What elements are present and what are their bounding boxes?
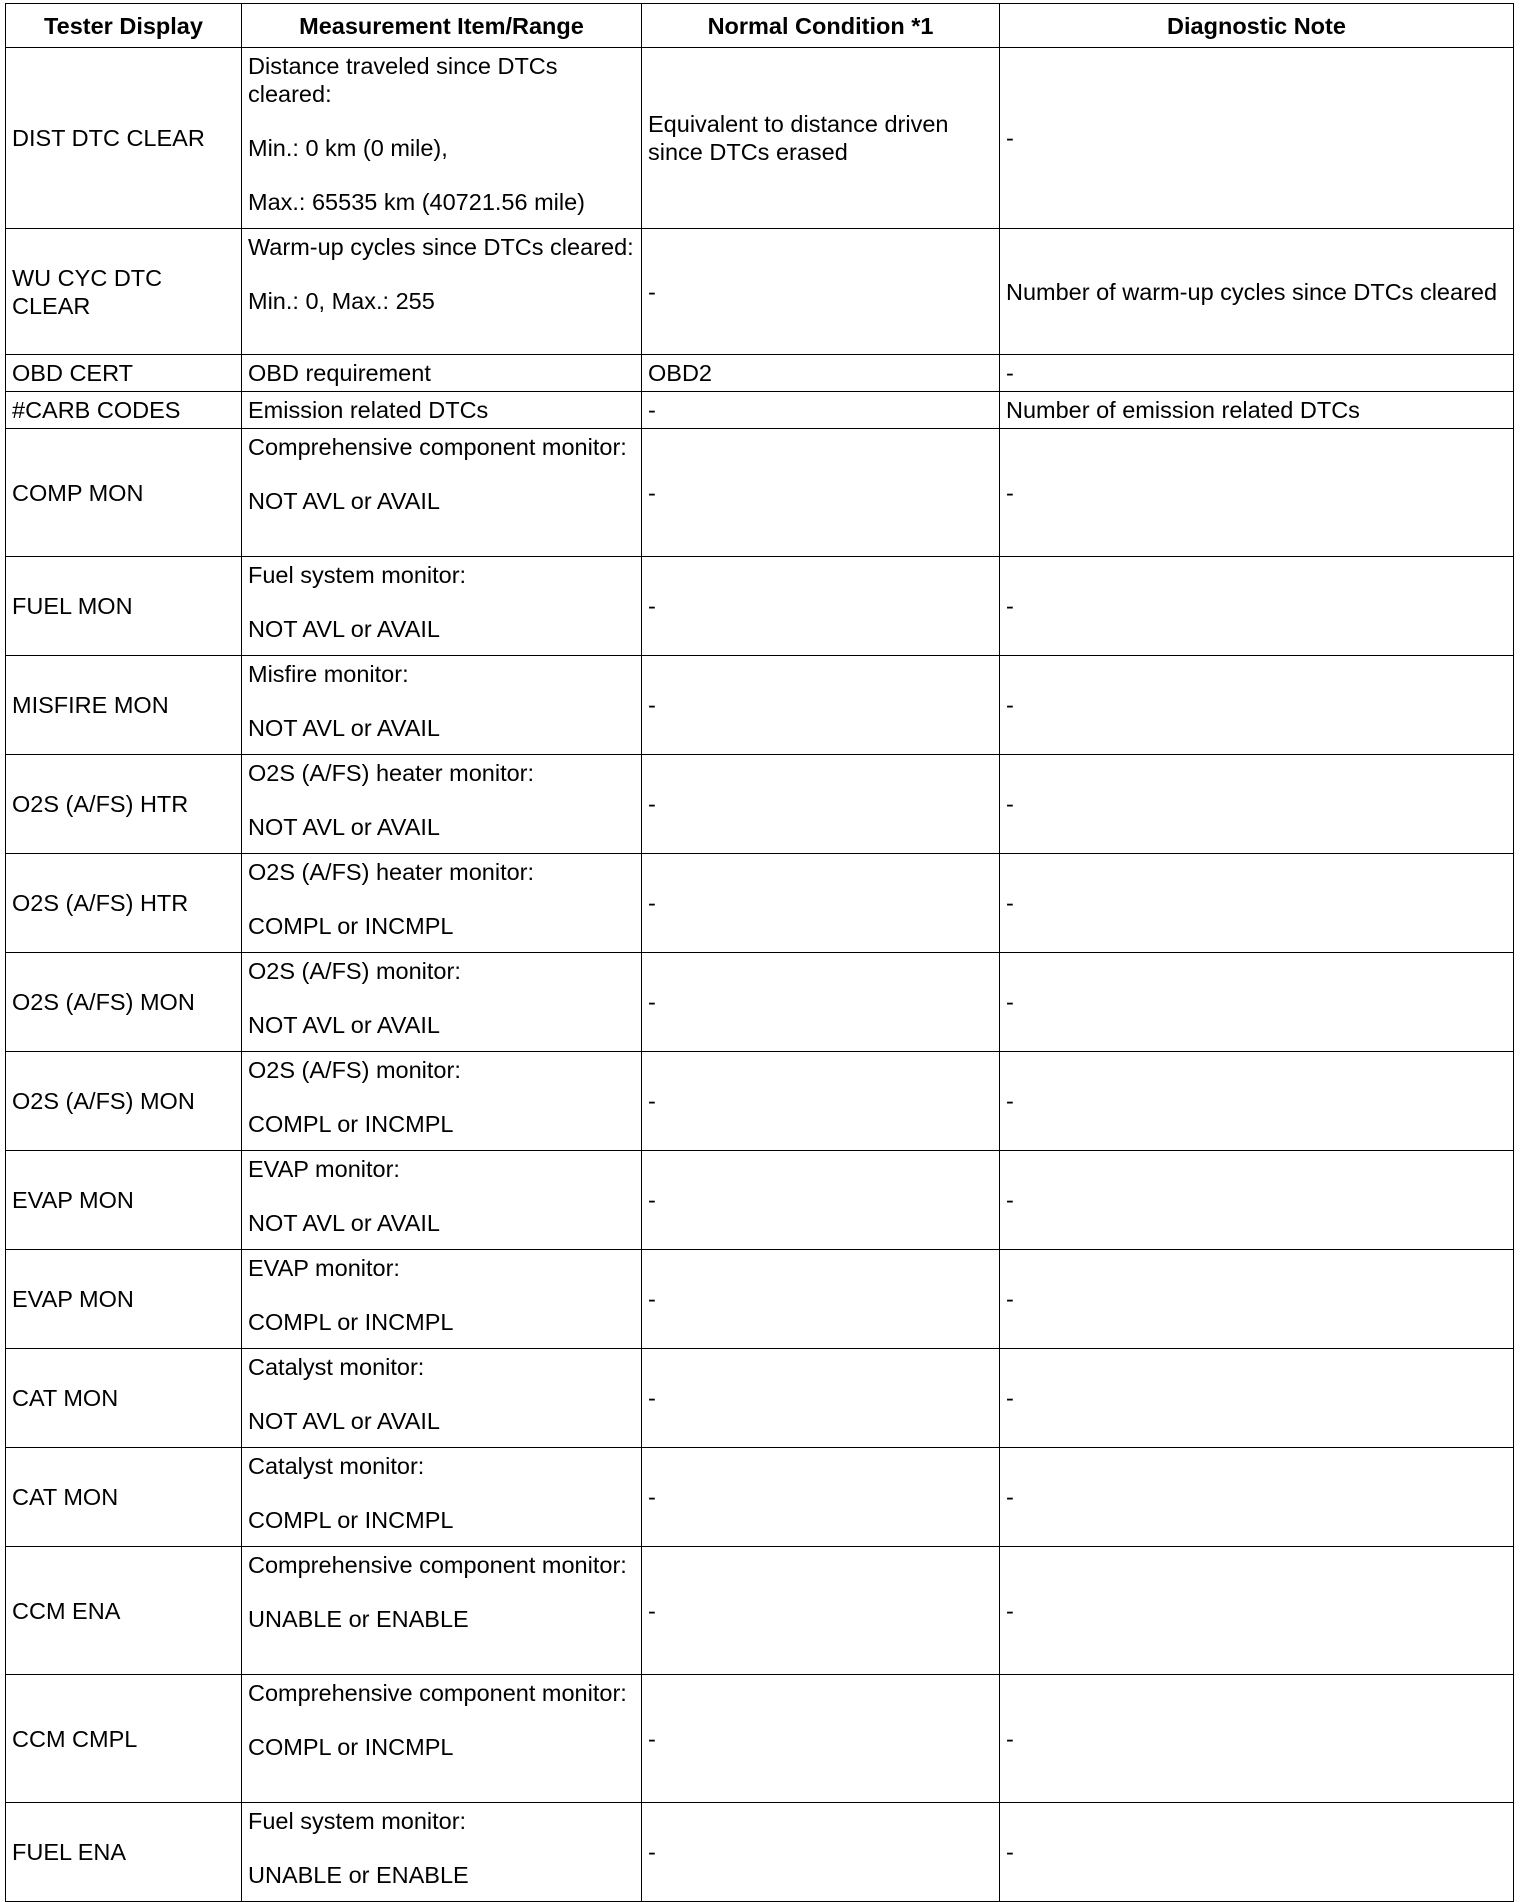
tester-display-cell: FUEL MON [6, 557, 242, 656]
tester-display-cell: O2S (A/FS) HTR [6, 854, 242, 953]
item-range: NOT AVL or AVAIL [248, 1012, 441, 1038]
measurement-item-cell [242, 1675, 642, 1803]
diagnostic-note-cell: - [1000, 48, 1514, 229]
normal-condition-cell: - [642, 854, 1000, 953]
normal-condition-cell: - [642, 953, 1000, 1052]
item-range: NOT AVL or AVAIL [248, 715, 441, 741]
table-row [6, 1448, 1514, 1547]
item-range: COMPL or INCMPL [248, 1507, 454, 1533]
measurement-item-cell [242, 1151, 642, 1250]
item-range: UNABLE or ENABLE [248, 1862, 469, 1888]
item-range: NOT AVL or AVAIL [248, 814, 441, 840]
normal-condition-cell: - [642, 1349, 1000, 1448]
header-measurement-item: Measurement Item/Range [242, 4, 642, 48]
normal-condition-cell: - [642, 1803, 1000, 1902]
tester-display-cell: EVAP MON [6, 1250, 242, 1349]
table-row [6, 1675, 1514, 1803]
table-row [6, 557, 1514, 656]
diagnostic-note-cell: - [1000, 1675, 1514, 1803]
tester-display-cell: WU CYC DTC CLEAR [6, 229, 242, 355]
item-description: O2S (A/FS) heater monitor: [248, 760, 535, 786]
item-description: Comprehensive component monitor: [248, 1680, 627, 1706]
measurement-item-cell [242, 755, 642, 854]
header-normal-condition: Normal Condition *1 [642, 4, 1000, 48]
item-range: NOT AVL or AVAIL [248, 1210, 441, 1236]
diagnostic-note-cell: - [1000, 1803, 1514, 1902]
tester-data-sheet [5, 3, 1513, 1902]
normal-condition-cell: - [642, 755, 1000, 854]
normal-condition-cell: - [642, 429, 1000, 557]
table-row [6, 755, 1514, 854]
normal-condition-cell: - [642, 392, 1000, 429]
table-row [6, 1151, 1514, 1250]
item-range: NOT AVL or AVAIL [248, 1408, 441, 1434]
item-range: NOT AVL or AVAIL [248, 488, 441, 514]
tester-display-cell: EVAP MON [6, 1151, 242, 1250]
item-range: COMPL or INCMPL [248, 1111, 454, 1137]
tester-display-cell: O2S (A/FS) HTR [6, 755, 242, 854]
diagnostic-note-cell: - [1000, 1349, 1514, 1448]
normal-condition-cell: - [642, 1250, 1000, 1349]
measurement-item-cell: Emission related DTCs [242, 392, 642, 429]
normal-condition-cell: - [642, 1052, 1000, 1151]
measurement-item-cell [242, 854, 642, 953]
diagnostic-note-cell: Number of emission related DTCs [1000, 392, 1514, 429]
tester-display-cell: CAT MON [6, 1349, 242, 1448]
measurement-item-cell [242, 557, 642, 656]
item-description: Comprehensive component monitor: [248, 434, 627, 460]
item-range: Min.: 0, Max.: 255 [248, 288, 435, 314]
item-description: Misfire monitor: [248, 661, 409, 687]
normal-condition-cell: - [642, 1448, 1000, 1547]
item-range: COMPL or INCMPL [248, 913, 454, 939]
table-row [6, 1250, 1514, 1349]
item-description: Fuel system monitor: [248, 1808, 467, 1834]
diagnostic-note-cell: - [1000, 1052, 1514, 1151]
measurement-item-cell [242, 1250, 642, 1349]
table-row [6, 429, 1514, 557]
table-header-row [6, 4, 1514, 48]
tester-display-cell: #CARB CODES [6, 392, 242, 429]
header-tester-display: Tester Display [6, 4, 242, 48]
item-description: EVAP monitor: [248, 1255, 400, 1281]
diagnostic-note-cell: - [1000, 656, 1514, 755]
item-description: O2S (A/FS) monitor: [248, 958, 461, 984]
item-range-max: Max.: 65535 km (40721.56 mile) [248, 189, 585, 215]
item-range-min: Min.: 0 km (0 mile), [248, 135, 448, 161]
item-description: Fuel system monitor: [248, 562, 467, 588]
diagnostic-note-cell: - [1000, 429, 1514, 557]
measurement-item-cell [242, 656, 642, 755]
tester-display-cell: OBD CERT [6, 355, 242, 392]
table-row [6, 392, 1514, 429]
table-row [6, 1052, 1514, 1151]
header-diagnostic-note: Diagnostic Note [1000, 4, 1514, 48]
normal-condition-cell: - [642, 557, 1000, 656]
table-row [6, 229, 1514, 355]
item-description: Warm-up cycles since DTCs cleared: [248, 234, 634, 260]
diagnostic-note-cell: - [1000, 1547, 1514, 1675]
item-range: COMPL or INCMPL [248, 1309, 454, 1335]
tester-display-cell: CAT MON [6, 1448, 242, 1547]
normal-condition-cell: - [642, 1547, 1000, 1675]
diagnostic-note-cell: - [1000, 1448, 1514, 1547]
item-description: Catalyst monitor: [248, 1354, 425, 1380]
table-row [6, 355, 1514, 392]
normal-condition-cell: - [642, 1151, 1000, 1250]
measurement-item-cell [242, 229, 642, 355]
measurement-item-cell: OBD requirement [242, 355, 642, 392]
measurement-item-cell [242, 1803, 642, 1902]
measurement-item-cell [242, 953, 642, 1052]
normal-condition-cell: Equivalent to distance driven since DTCs erased [642, 48, 1000, 229]
tester-display-cell: DIST DTC CLEAR [6, 48, 242, 229]
table-row [6, 656, 1514, 755]
item-description: Catalyst monitor: [248, 1453, 425, 1479]
normal-condition-cell: OBD2 [642, 355, 1000, 392]
diagnostic-note-cell: - [1000, 953, 1514, 1052]
normal-condition-cell: - [642, 656, 1000, 755]
measurement-item-cell [242, 429, 642, 557]
measurement-item-cell [242, 1052, 642, 1151]
table-row [6, 1349, 1514, 1448]
measurement-item-cell [242, 1448, 642, 1547]
diagnostic-note-cell: - [1000, 1151, 1514, 1250]
tester-data-table [5, 3, 1514, 1902]
tester-display-cell: CCM ENA [6, 1547, 242, 1675]
measurement-item-cell [242, 1547, 642, 1675]
item-range: COMPL or INCMPL [248, 1734, 454, 1760]
item-description: Distance traveled since DTCs cleared: [248, 53, 558, 107]
tester-display-cell: COMP MON [6, 429, 242, 557]
tester-display-cell: CCM CMPL [6, 1675, 242, 1803]
table-row [6, 854, 1514, 953]
tester-display-cell: MISFIRE MON [6, 656, 242, 755]
item-description: O2S (A/FS) heater monitor: [248, 859, 535, 885]
normal-condition-cell: - [642, 229, 1000, 355]
table-row [6, 1803, 1514, 1902]
diagnostic-note-cell: - [1000, 755, 1514, 854]
tester-display-cell: FUEL ENA [6, 1803, 242, 1902]
measurement-item-cell [242, 1349, 642, 1448]
item-description: EVAP monitor: [248, 1156, 400, 1182]
table-row [6, 48, 1514, 229]
item-description: Comprehensive component monitor: [248, 1552, 627, 1578]
diagnostic-note-cell: - [1000, 557, 1514, 656]
item-range: UNABLE or ENABLE [248, 1606, 469, 1632]
item-range: NOT AVL or AVAIL [248, 616, 441, 642]
diagnostic-note-cell: - [1000, 854, 1514, 953]
table-row [6, 1547, 1514, 1675]
diagnostic-note-cell: - [1000, 355, 1514, 392]
diagnostic-note-cell: - [1000, 1250, 1514, 1349]
measurement-item-cell [242, 48, 642, 229]
item-description: O2S (A/FS) monitor: [248, 1057, 461, 1083]
tester-display-cell: O2S (A/FS) MON [6, 953, 242, 1052]
table-row [6, 953, 1514, 1052]
tester-display-cell: O2S (A/FS) MON [6, 1052, 242, 1151]
diagnostic-note-cell: Number of warm-up cycles since DTCs cleared [1000, 229, 1514, 355]
normal-condition-cell: - [642, 1675, 1000, 1803]
